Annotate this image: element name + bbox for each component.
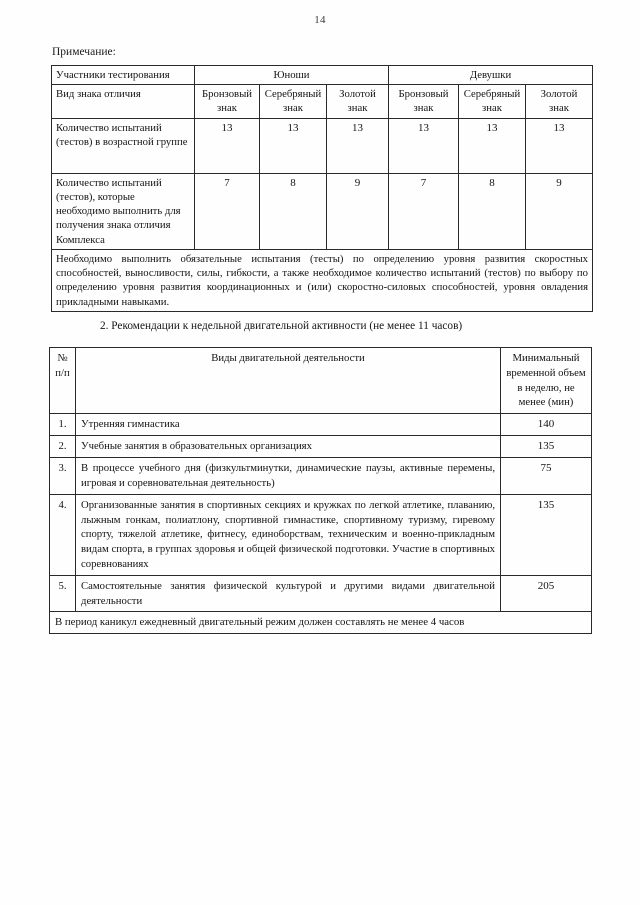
row-value: 135 (501, 436, 592, 458)
cell-value: 13 (327, 118, 389, 173)
row-index: 1. (50, 414, 76, 436)
weekly-activity-table (49, 347, 592, 634)
table-row (52, 66, 593, 85)
table-row (52, 85, 593, 118)
row-label-required-tests: Количество испытаний (тестов), которые необходимо выполнить для получения знака отличия Комплекса (52, 173, 195, 249)
table-row (50, 612, 592, 634)
sign-header-bronze-women: Бронзовый знак (389, 85, 459, 118)
table-row (50, 458, 592, 495)
column-header-index (50, 348, 76, 414)
table-row (52, 173, 593, 249)
cell-value: 9 (327, 173, 389, 249)
sign-type-label-cell: Вид знака отличия (52, 85, 195, 118)
table-row (50, 575, 592, 612)
row-value: 75 (501, 458, 592, 495)
column-header-activity: Виды двигательной деятельности (76, 348, 501, 414)
row-activity: В процессе учебного дня (физкультминутки, динамические паузы, активные перемены, игровая и соревновательная деятельность) (76, 458, 501, 495)
sign-header-gold-women: Золотой знак (526, 85, 593, 118)
sign-header-silver-men: Серебряный знак (260, 85, 327, 118)
cell-value: 13 (526, 118, 593, 173)
table-row (50, 414, 592, 436)
row-activity: Утренняя гимнастика (76, 414, 501, 436)
row-activity: Самостоятельные занятия физической культурой и другими видами двигательной деятельности (76, 575, 501, 612)
cell-value: 13 (260, 118, 327, 173)
page-number: 14 (314, 14, 326, 26)
row-index: 5. (50, 575, 76, 612)
index-header-line2: п/п (55, 366, 70, 379)
note-label: Примечание: (52, 46, 116, 58)
row-value: 140 (501, 414, 592, 436)
row-index: 3. (50, 458, 76, 495)
sign-header-bronze-men: Бронзовый знак (195, 85, 260, 118)
column-header-volume: Минимальный временной объем в неделю, не менее (мин) (501, 348, 592, 414)
row-index: 4. (50, 494, 76, 575)
cell-value: 9 (526, 173, 593, 249)
row-activity: Учебные занятия в образовательных организациях (76, 436, 501, 458)
table1-footnote: Необходимо выполнить обязательные испытания (тесты) по определению уровня развития скоростных способностей, выносливости, силы, гибкости, а также необходимое количество испытаний (тестов) по выбору по определению уровня развития координационных и (или) скоростно-силовых способностей, уровня овладения прикладными навыками. (52, 249, 593, 311)
sign-header-silver-women: Серебряный знак (459, 85, 526, 118)
group-header-young-men: Юноши (195, 66, 389, 85)
index-header-line1: № (57, 352, 68, 364)
row-index: 2. (50, 436, 76, 458)
participants-header-cell: Участники тестирования (52, 66, 195, 85)
table-row (50, 348, 592, 414)
cell-value: 8 (459, 173, 526, 249)
table2-footer: В период каникул ежедневный двигательный режим должен составлять не менее 4 часов (50, 612, 592, 634)
table-row (50, 494, 592, 575)
cell-value: 13 (195, 118, 260, 173)
distinction-signs-table (51, 65, 593, 312)
cell-value: 7 (195, 173, 260, 249)
row-value: 135 (501, 494, 592, 575)
section-heading: 2. Рекомендации к недельной двигательной активности (не менее 11 часов) (100, 320, 463, 332)
table-row (52, 249, 593, 311)
cell-value: 13 (389, 118, 459, 173)
cell-value: 13 (459, 118, 526, 173)
table-row (52, 118, 593, 173)
row-activity: Организованные занятия в спортивных секциях и кружках по легкой атлетике, плаванию, лыжным гонкам, полиатлону, спортивной гимнастике, спортивному туризму, гиревому спорту, тяжелой атлетике, фитнесу, единоборствам, техническим и военно-прикладным видам спорта, в группах здоровья и общей физической подготовки. Участие в спортивных соревнованиях (76, 494, 501, 575)
group-header-young-women: Девушки (389, 66, 593, 85)
sign-header-gold-men: Золотой знак (327, 85, 389, 118)
cell-value: 7 (389, 173, 459, 249)
row-label-total-tests: Количество испытаний (тестов) в возрастной группе (52, 118, 195, 173)
row-value: 205 (501, 575, 592, 612)
cell-value: 8 (260, 173, 327, 249)
table-row (50, 436, 592, 458)
